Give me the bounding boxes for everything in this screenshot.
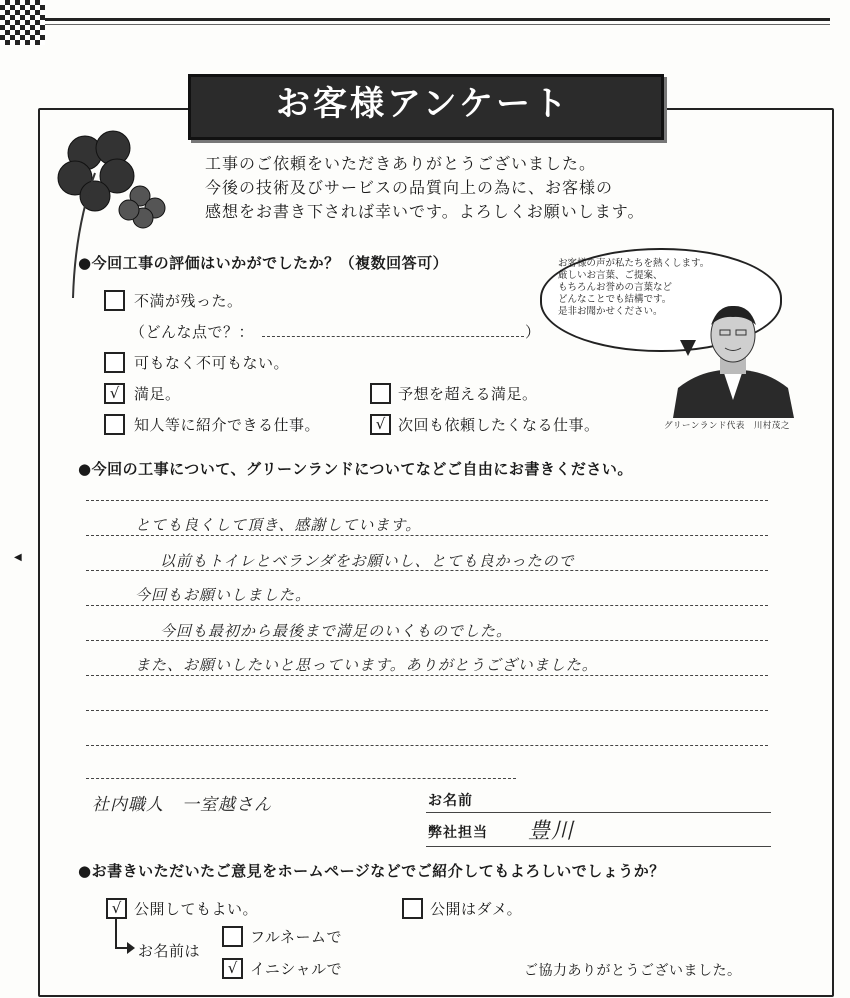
answer-line (86, 500, 768, 501)
intro-line-3: 感想をお書き下されば幸いです。よろしくお願いします。 (205, 202, 645, 221)
q1-checkbox-beyond[interactable] (370, 383, 391, 404)
bubble-line: 是非お聞かせください。 (558, 306, 663, 317)
intro-line-2: 今後の技術及びサービスの品質向上の為に、お客様の (205, 178, 614, 197)
q3-checkbox-private[interactable] (402, 898, 423, 919)
craftsman-note: 社内職人 一室越さん (92, 795, 272, 815)
q3-checkbox-public[interactable]: √ (106, 898, 127, 919)
name-format-prompt: お名前は (138, 942, 201, 960)
staff-signature: 豊川 (528, 819, 575, 844)
answer-line (86, 745, 768, 746)
answer-line (86, 710, 768, 711)
q1-checkbox-neutral[interactable] (104, 352, 125, 373)
q2-title: ●今回の工事について、グリーンランドについてなどご自由にお書きください。 (78, 460, 633, 478)
q3-checkbox-fullname[interactable] (222, 926, 243, 947)
q3-label-fullname: フルネームで (250, 928, 342, 946)
bubble-line: 厳しいお言葉、ご提案、 (558, 270, 663, 281)
q1-title: ●今回工事の評価はいかがでしたか？（複数回答可） (78, 254, 449, 272)
q3-label-public: 公開してもよい。 (134, 900, 259, 918)
left-margin-marker: ◀ (14, 552, 22, 563)
name-field[interactable] (426, 812, 771, 813)
name-label: お名前 (428, 793, 473, 809)
q3-label-private: 公開はダメ。 (430, 900, 523, 918)
q1-label-dissatisfied: 不満が残った。 (134, 292, 243, 310)
branch-line (115, 918, 117, 948)
portrait-caption: グリーンランド代表 川村茂之 (664, 421, 790, 431)
q1-label-repeat: 次回も依頼したくなる仕事。 (398, 416, 600, 434)
staff-label: 弊社担当 (428, 825, 488, 841)
answer-line (86, 535, 768, 536)
top-rule-thin (45, 24, 830, 25)
intro-line-1: 工事のご依頼をいただきありがとうございました。 (205, 154, 597, 173)
q1-detail-prompt: （どんな点で？： (130, 323, 255, 341)
arrow-head-icon (127, 942, 135, 954)
q1-checkbox-recommend[interactable] (104, 414, 125, 435)
answer-line (86, 605, 768, 606)
q1-label-recommend: 知人等に紹介できる仕事。 (134, 416, 321, 434)
q1-checkbox-dissatisfied[interactable] (104, 290, 125, 311)
staff-field[interactable] (426, 846, 771, 847)
top-rule (45, 18, 830, 21)
q3-title: ●お書きいただいたご意見をホームページなどでご紹介してもよろしいでしょうか？ (78, 862, 665, 880)
checker-pattern (0, 0, 45, 45)
page-title: お客様アンケート (276, 84, 570, 124)
bubble-line: お客様の声が私たちを熱くします。 (558, 258, 710, 269)
q3-label-initials: イニシャルで (250, 960, 343, 978)
bubble-line: もちろんお誉めの言葉など (558, 282, 673, 293)
q1-label-satisfied: 満足。 (134, 385, 181, 403)
answer-line (86, 675, 768, 676)
q1-detail-field[interactable] (262, 336, 524, 337)
answer-text-line: とても良くして頂き、感謝しています。 (135, 516, 422, 534)
q1-label-neutral: 可もなく不可もない。 (134, 354, 290, 372)
answer-text-line: 今回もお願いしました。 (135, 586, 312, 604)
answer-text-line: 以前もトイレとベランダをお願いし、とても良かったので (160, 552, 575, 570)
bubble-line: どんなことでも結構です。 (558, 294, 672, 305)
answer-line (86, 778, 516, 779)
clover-icon (45, 118, 195, 308)
q1-label-beyond: 予想を超える満足。 (398, 385, 538, 403)
representative-portrait (668, 300, 798, 418)
q1-checkbox-satisfied[interactable]: √ (104, 383, 125, 404)
q1-checkbox-repeat[interactable]: √ (370, 414, 391, 435)
answer-text-line: 今回も最初から最後まで満足のいくものでした。 (160, 622, 513, 640)
q3-checkbox-initials[interactable]: √ (222, 958, 243, 979)
footer-thanks: ご協力ありがとうございました。 (524, 963, 742, 979)
answer-text-line: また、お願いしたいと思っています。ありがとうございました。 (135, 656, 598, 674)
q1-detail-close: ） (525, 323, 541, 341)
